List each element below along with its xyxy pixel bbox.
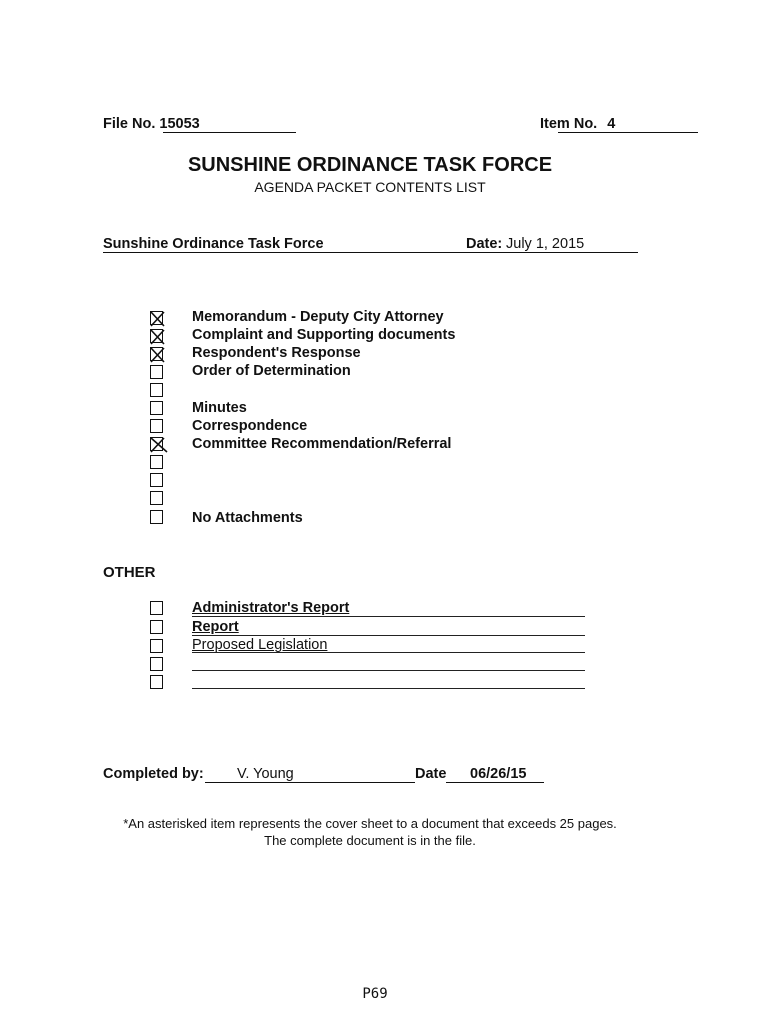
meeting-body: Sunshine Ordinance Task Force [103, 236, 324, 252]
item-no-attachments: No Attachments [192, 510, 303, 526]
item-label: Item No. [540, 116, 598, 132]
file-number-underline [163, 132, 296, 133]
other-heading: OTHER [103, 564, 156, 581]
item-complaint: Complaint and Supporting documents [192, 327, 456, 343]
completion-date: 06/26/15 [470, 766, 527, 782]
checkbox-no-attachments[interactable] [150, 510, 163, 524]
checkbox-correspondence[interactable] [150, 419, 163, 433]
completed-by-label: Completed by: [103, 766, 204, 782]
checkbox-administrators-report[interactable] [150, 601, 163, 615]
item-minutes: Minutes [192, 400, 247, 416]
checkbox-minutes[interactable] [150, 401, 163, 415]
checkbox-respondent-response[interactable] [150, 347, 163, 361]
completed-by-value: V. Young [237, 766, 294, 782]
line-other-blank-2 [192, 688, 585, 689]
page-subtitle: AGENDA PACKET CONTENTS LIST [254, 179, 486, 195]
footnote-line-1: *An asterisked item represents the cover sheet to a document that exceeds 25 pages. [123, 816, 617, 831]
footnote-line-2: The complete document is in the file. [264, 833, 476, 848]
file-label: File No. [103, 116, 156, 132]
line-other-blank-1 [192, 670, 585, 671]
checkbox-other-blank-2[interactable] [150, 675, 163, 689]
item-number-underline [558, 132, 698, 133]
checkbox-order-of-determination[interactable] [150, 365, 163, 379]
checkbox-complaint[interactable] [150, 329, 163, 343]
completed-by-underline [205, 782, 415, 783]
checkbox-report[interactable] [150, 620, 163, 634]
item-committee-recommendation: Committee Recommendation/Referral [192, 436, 452, 452]
file-number-label [103, 116, 200, 132]
checkbox-blank-1[interactable] [150, 383, 163, 397]
line-report [192, 635, 585, 636]
checkbox-blank-3[interactable] [150, 473, 163, 487]
item-number: 4 [607, 116, 616, 132]
checkbox-committee-recommendation[interactable] [150, 437, 163, 451]
checkbox-blank-2[interactable] [150, 455, 163, 469]
item-respondent-response: Respondent's Response [192, 345, 361, 361]
line-proposed-legislation [192, 652, 585, 653]
item-number-label [540, 116, 615, 132]
item-administrators-report: Administrator's Report [192, 600, 350, 616]
item-memorandum: Memorandum - Deputy City Attorney [192, 309, 444, 325]
line-administrators-report [192, 616, 585, 617]
item-proposed-legislation: Proposed Legislation [192, 637, 328, 653]
meeting-underline [103, 252, 638, 253]
check-x-icon [150, 437, 170, 453]
check-x-icon [150, 329, 165, 345]
meeting-date-label: Date: [466, 236, 503, 252]
item-correspondence: Correspondence [192, 418, 308, 434]
checkbox-memorandum[interactable] [150, 311, 163, 325]
completion-date-underline [446, 782, 544, 783]
checkbox-other-blank-1[interactable] [150, 657, 163, 671]
item-order-of-determination: Order of Determination [192, 363, 351, 379]
completion-date-label: Date [415, 766, 447, 782]
checkbox-proposed-legislation[interactable] [150, 639, 163, 653]
item-report: Report [192, 619, 239, 635]
meeting-date: July 1, 2015 [506, 236, 585, 252]
file-number: 15053 [159, 116, 200, 132]
check-x-icon [150, 347, 165, 363]
check-x-icon [150, 311, 165, 327]
page-number: P69 [362, 986, 388, 1002]
page-title: SUNSHINE ORDINANCE TASK FORCE [187, 154, 553, 176]
checkbox-blank-4[interactable] [150, 491, 163, 505]
